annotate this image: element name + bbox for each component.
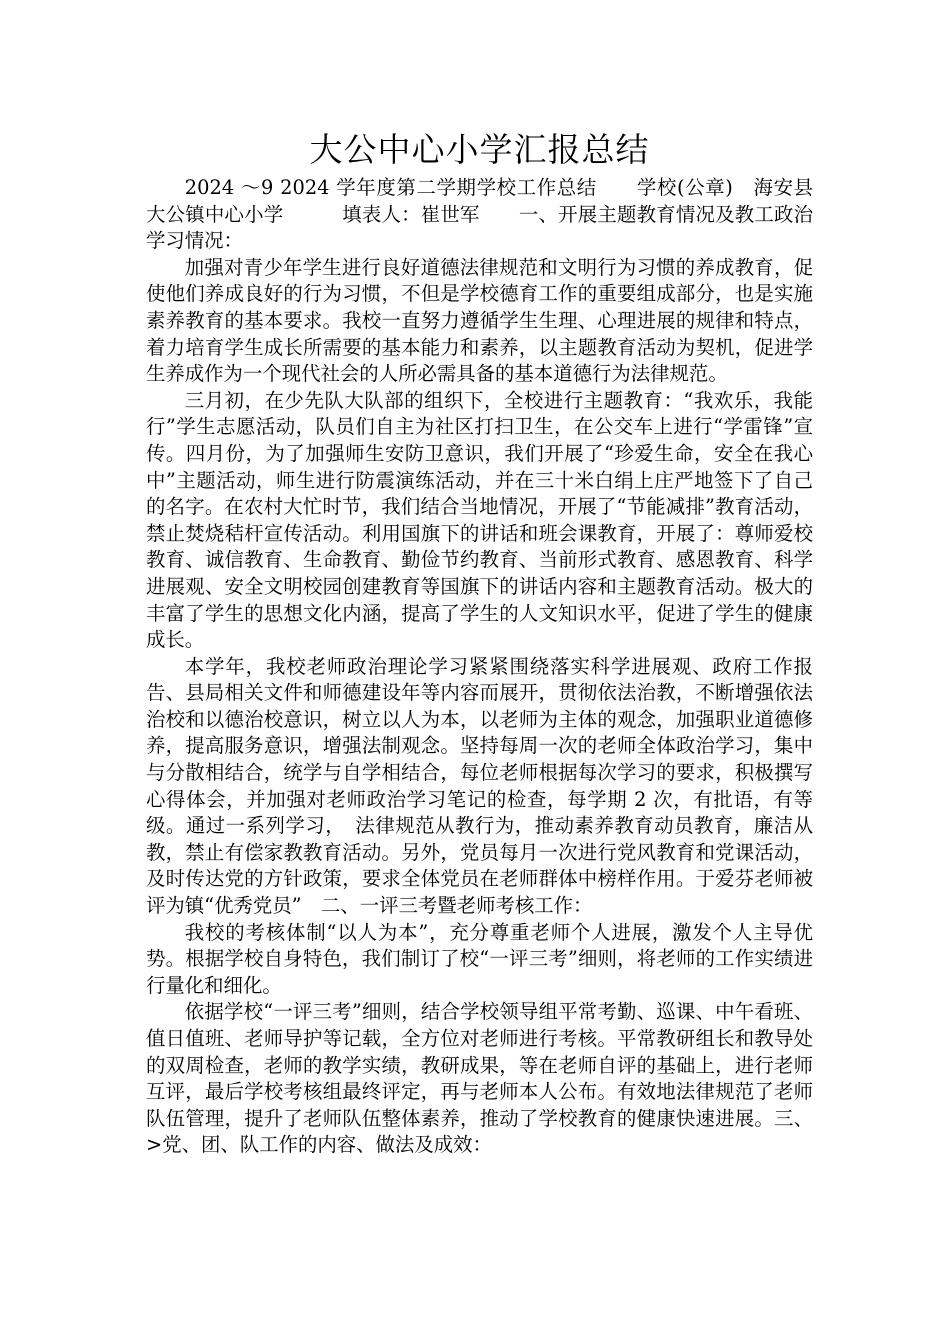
- paragraph-moral-education: 加强对青少年学生进行良好道德法律规范和文明行为习惯的养成教育，促使他们养成良好的行为习惯，不但是学校德育工作的重要组成部分，也是实施素养教育的基本要求。我校一直努力遵循学生生理、心理进展的规律和特点，着力培育学生成长所需要的基本能力和素养，以主题教育活动为契机，促进学生养成作为一个现代社会的人所必需具备的基本道德行为法律规范。: [146, 255, 813, 386]
- paragraph-political-study: 本学年，我校老师政治理论学习紧紧围绕落实科学进展观、政府工作报告、县局相关文件和师德建设年等内容而展开，贯彻依法治教，不断增强依法治校和以德治校意识，树立以人为本，以老师为主体的观念，加强职业道德修养，提高服务意识，增强法制观念。坚持每周一次的老师全体政治学习，集中与分散相结合，统学与自学相结合，每位老师根据每次学习的要求，积极撰写心得体会，并加强对老师政治学习笔记的检查，每学期 2 次，有批语，有等级。通过一系列学习， 法律规范从教行为，推动素养教育动员教育，廉洁从教，禁止有偿家教教育活动。另外，党员每月一次进行党风教育和党课活动，及时传达党的方针政策，要求全体党员在老师群体中榜样作用。于爱芬老师被评为镇“优秀党员” 二、一评三考暨老师考核工作：: [146, 654, 813, 918]
- paragraph-header-info: 2024 ～9 2024 学年度第二学期学校工作总结 学校(公章) 海安县大公镇中心小学 填表人：崔世军 一、开展主题教育情况及教工政治学习情况：: [146, 176, 813, 253]
- document-title: 大公中心小学汇报总结: [309, 130, 650, 169]
- document-body: [146, 175, 813, 1159]
- paragraph-assessment-method: 依据学校“一评三考”细则，结合学校领导组平常考勤、巡课、中午看班、值日值班、老师导护等记载，全方位对老师进行考核。平常教研组长和教导处的双周检查，老师的教学实绩，教研成果，等在老师自评的基础上，进行老师互评，最后学校考核组最终评定，再与老师本人公布。有效地法律规范了老师队伍管理，提升了老师队伍整体素养，推动了学校教育的健康快速进展。三、>党、团、队工作的内容、做法及成效：: [146, 1000, 813, 1157]
- paragraph-assessment-system: 我校的考核体制“以人为本”，充分尊重老师个人进展，激发个人主导优势。根据学校自身特色，我们制订了校“一评三考”细则，将老师的工作实绩进行量化和细化。: [146, 920, 813, 997]
- paragraph-theme-activities: 三月初，在少先队大队部的组织下，全校进行主题教育：“我欢乐，我能行”学生志愿活动，队员们自主为社区打扫卫生，在公交车上进行“学雷锋”宣传。四月份，为了加强师生安防卫意识，我们开展了“珍爱生命，安全在我心中”主题活动，师生进行防震演练活动，并在三十米白绢上庄严地签下了自己的名字。在农村大忙时节，我们结合当地情况，开展了“节能减排”教育活动，禁止焚烧秸杆宣传活动。利用国旗下的讲话和班会课教育，开展了：尊师爱校教育、诚信教育、生命教育、勤俭节约教育、当前形式教育、感恩教育、科学进展观、安全文明校园创建教育等国旗下的讲话内容和主题教育活动。极大的丰富了学生的思想文化内涵，提高了学生的人文知识水平，促进了学生的健康成长。: [146, 388, 813, 652]
- document-page: [146, 127, 813, 1159]
